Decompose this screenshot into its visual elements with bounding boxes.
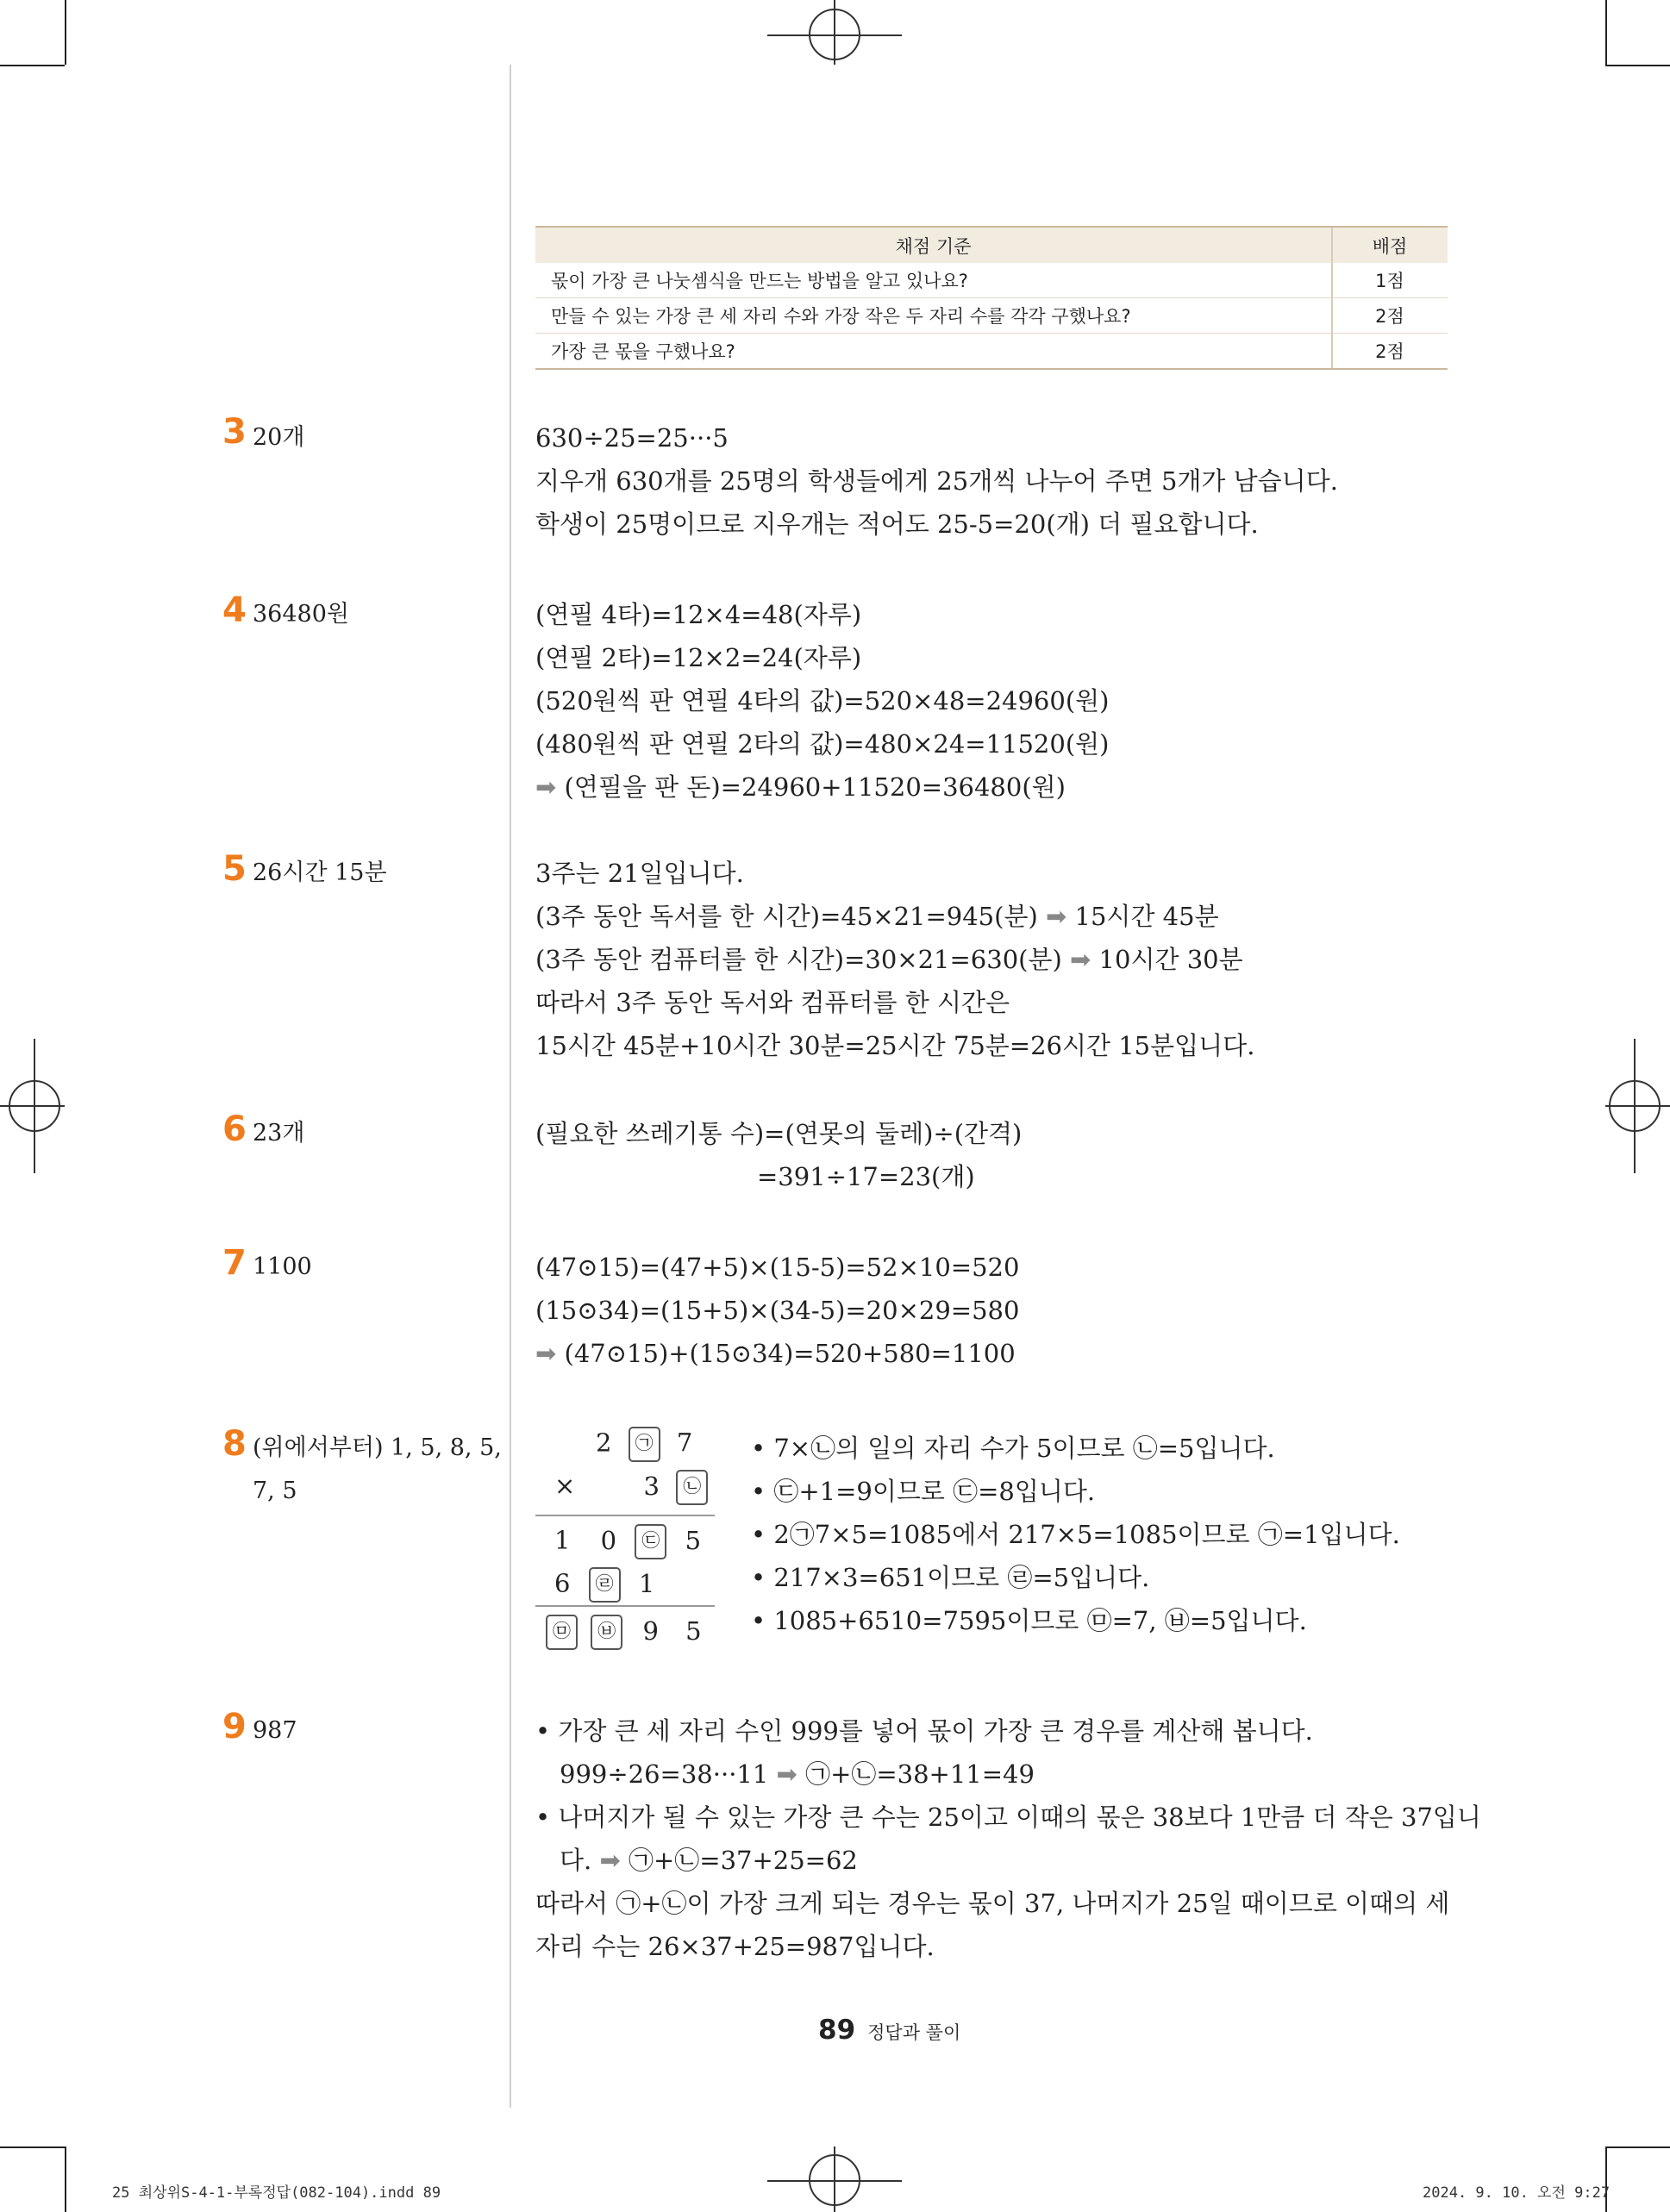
- grid-digit: 5: [685, 1525, 702, 1555]
- solution-q8: [751, 1427, 1400, 1642]
- question-number: 4: [222, 590, 247, 630]
- solution-line: 15시간 45분+10시간 30분=25시간 75분=26시간 15분입니다.: [535, 1031, 1255, 1060]
- grid-digit: 6: [554, 1568, 571, 1598]
- registration-mark: [0, 1105, 65, 1107]
- answer: 26시간 15분: [253, 859, 387, 886]
- solution-text: 999÷26=38···11: [560, 1759, 769, 1789]
- grid-digit: 0: [600, 1525, 617, 1555]
- registration-mark: [834, 0, 835, 65]
- solution-line: • 217×3=651이므로 ㉣=5입니다.: [751, 1563, 1150, 1592]
- question-number: 7: [222, 1243, 247, 1283]
- solution-text: ㉠+㉡=37+25=62: [628, 1846, 858, 1875]
- scoring-table: [535, 226, 1448, 370]
- arrow-right-icon: ➡: [599, 1846, 621, 1875]
- footer-label: 정답과 풀이: [867, 2022, 961, 2043]
- grid-box: ㉢: [635, 1524, 666, 1559]
- solution-line: 3주는 21일입니다.: [535, 859, 744, 888]
- registration-mark: [834, 2146, 835, 2212]
- solution-q7: [535, 1246, 1019, 1375]
- solution-line: [535, 1332, 1019, 1375]
- solution-line: =391÷17=23(개): [757, 1162, 975, 1191]
- solution-line: (520원씩 판 연필 4타의 값)=520×48=24960(원): [535, 686, 1110, 715]
- solution-line: [535, 1753, 1481, 1796]
- solution-text: (47⊙15)+(15⊙34)=520+580=1100: [564, 1339, 1016, 1368]
- solution-line: • 7×㉡의 일의 자리 수가 5이므로 ㉡=5입니다.: [751, 1434, 1275, 1463]
- solution-line: (연필 4타)=12×4=48(자루): [535, 600, 862, 629]
- arrow-right-icon: ➡: [1070, 945, 1091, 974]
- points-cell: 1점: [1332, 263, 1448, 298]
- question-number: 9: [222, 1707, 247, 1746]
- solution-line: • 1085+6510=7595이므로 ㉤=7, ㉥=5입니다.: [751, 1606, 1307, 1635]
- solution-line: • 나머지가 될 수 있는 가장 큰 수는 25이고 이때의 몫은 38보다 1만큼 더 작은 37입니: [535, 1803, 1481, 1832]
- solution-text: (연필을 판 돈)=24960+11520=36480(원): [564, 772, 1066, 802]
- crop-mark: [0, 65, 65, 66]
- grid-row: [554, 1524, 701, 1559]
- answer: 1100: [253, 1253, 312, 1280]
- solution-text: (3주 동안 독서를 한 시간)=45×21=945(분): [535, 902, 1038, 931]
- slug-filename: 25 최상위S-4-1-부록정답(082-104).indd 89: [112, 2184, 441, 2202]
- grid-row: [546, 1615, 702, 1650]
- question-number: 6: [222, 1109, 247, 1149]
- grid-digit: 2: [596, 1428, 612, 1458]
- question-number: 3: [222, 412, 247, 452]
- points-cell: 2점: [1332, 298, 1448, 334]
- solution-text: ㉠+㉡=38+11=49: [805, 1759, 1035, 1789]
- solution-line: (15⊙34)=(15+5)×(34-5)=20×29=580: [535, 1296, 1020, 1325]
- crop-mark: [1605, 2146, 1670, 2148]
- solution-line: • 2㉠7×5=1085에서 217×5=1085이므로 ㉠=1입니다.: [751, 1520, 1400, 1549]
- solution-text: 15시간 45분: [1074, 902, 1219, 931]
- arrow-right-icon: ➡: [535, 772, 557, 802]
- crop-mark: [1605, 0, 1607, 65]
- grid-box: ㉡: [676, 1470, 708, 1505]
- answer-line: (위에서부터) 1, 5, 8, 5,: [253, 1434, 502, 1461]
- grid-box: ㉠: [629, 1427, 660, 1462]
- answer: 23개: [253, 1120, 305, 1147]
- answer: [253, 1427, 502, 1513]
- solution-line: (연필 2타)=12×2=24(자루): [535, 643, 862, 672]
- table-row: [535, 298, 1448, 334]
- solution-line: [535, 765, 1109, 809]
- solution-line: 630÷25=25···5: [535, 423, 729, 453]
- solution-line: 지우개 630개를 25명의 학생들에게 25개씩 나누어 주면 5개가 남습니다.: [535, 466, 1338, 496]
- solution-line: • 가장 큰 세 자리 수인 999를 넣어 몫이 가장 큰 경우를 계산해 봅니다.: [535, 1716, 1313, 1746]
- solution-line: 따라서 3주 동안 독서와 컴퓨터를 한 시간은: [535, 988, 1010, 1017]
- registration-mark: [1605, 1105, 1670, 1107]
- page-number: 89: [818, 2015, 856, 2046]
- arrow-right-icon: ➡: [535, 1339, 557, 1368]
- criteria-cell: 만들 수 있는 가장 큰 세 자리 수와 가장 작은 두 자리 수를 각각 구했나요?: [535, 298, 1332, 334]
- crop-mark: [0, 2146, 65, 2148]
- solution-line: [535, 895, 1254, 938]
- grid-box: ㉥: [591, 1615, 622, 1650]
- solution-line: 자리 수는 26×37+25=987입니다.: [535, 1932, 935, 1961]
- arrow-right-icon: ➡: [776, 1759, 797, 1789]
- table-header-points: 배점: [1332, 227, 1448, 263]
- solution-q5: [535, 852, 1254, 1067]
- grid-digit: 1: [638, 1568, 655, 1598]
- crop-mark: [1605, 65, 1670, 66]
- solution-q3: [535, 416, 1338, 546]
- crop-mark: [65, 0, 66, 65]
- solution-line: [535, 1839, 1481, 1882]
- solution-text: 10시간 30분: [1098, 945, 1243, 974]
- grid-digit: 7: [676, 1428, 693, 1458]
- solution-line: [535, 938, 1254, 981]
- grid-digit: 5: [685, 1615, 702, 1646]
- column-divider: [510, 65, 511, 2108]
- grid-box: ㉣: [589, 1567, 621, 1603]
- registration-mark: [34, 1039, 35, 1173]
- grid-rule: [535, 1605, 715, 1607]
- answer: 987: [253, 1717, 297, 1744]
- answer: 36480원: [253, 601, 349, 628]
- grid-digit: 1: [554, 1525, 571, 1555]
- table-header-criteria: 채점 기준: [535, 227, 1332, 263]
- solution-text: (3주 동안 컴퓨터를 한 시간)=30×21=630(분): [535, 945, 1062, 974]
- page-footer: [818, 2015, 960, 2046]
- grid-row: [554, 1470, 708, 1505]
- solution-q4: [535, 593, 1109, 809]
- question-number: 5: [222, 849, 247, 889]
- solution-line: 따라서 ㉠+㉡이 가장 크게 되는 경우는 몫이 37, 나머지가 25일 때이므로 이때의 세: [535, 1889, 1450, 1918]
- solution-q9: [535, 1709, 1481, 1968]
- solution-line: (47⊙15)=(47+5)×(15-5)=52×10=520: [535, 1253, 1020, 1282]
- grid-digit: 9: [642, 1615, 659, 1646]
- grid-operator: ×: [554, 1471, 576, 1501]
- criteria-cell: 가장 큰 몫을 구했나요?: [535, 334, 1332, 370]
- table-row: [535, 263, 1448, 298]
- answer: 20개: [253, 424, 305, 451]
- answer-line: 7, 5: [253, 1478, 297, 1504]
- solution-text: 다.: [560, 1846, 592, 1875]
- criteria-cell: 몫이 가장 큰 나눗셈식을 만드는 방법을 알고 있나요?: [535, 263, 1332, 298]
- question-number: 8: [222, 1424, 247, 1464]
- crop-mark: [1605, 2146, 1607, 2212]
- table-row: [535, 334, 1448, 370]
- registration-mark: [1634, 1039, 1636, 1173]
- solution-line: (필요한 쓰레기통 수)=(연못의 둘레)÷(간격): [535, 1119, 1023, 1148]
- grid-box: ㉤: [546, 1615, 578, 1650]
- grid-rule: [535, 1515, 715, 1516]
- solution-line: • ㉢+1=9이므로 ㉢=8입니다.: [751, 1477, 1096, 1506]
- grid-row: [596, 1427, 692, 1462]
- arrow-right-icon: ➡: [1046, 902, 1067, 931]
- points-cell: 2점: [1332, 334, 1448, 370]
- grid-row: [554, 1567, 654, 1603]
- solution-line: 학생이 25명이므로 지우개는 적어도 25-5=20(개) 더 필요합니다.: [535, 509, 1259, 539]
- solution-line: (480원씩 판 연필 2타의 값)=480×24=11520(원): [535, 729, 1110, 759]
- grid-digit: 3: [643, 1471, 660, 1501]
- slug-date: 2024. 9. 10. 오전 9:27: [1423, 2184, 1611, 2202]
- solution-q6: [535, 1112, 1022, 1198]
- crop-mark: [65, 2146, 66, 2212]
